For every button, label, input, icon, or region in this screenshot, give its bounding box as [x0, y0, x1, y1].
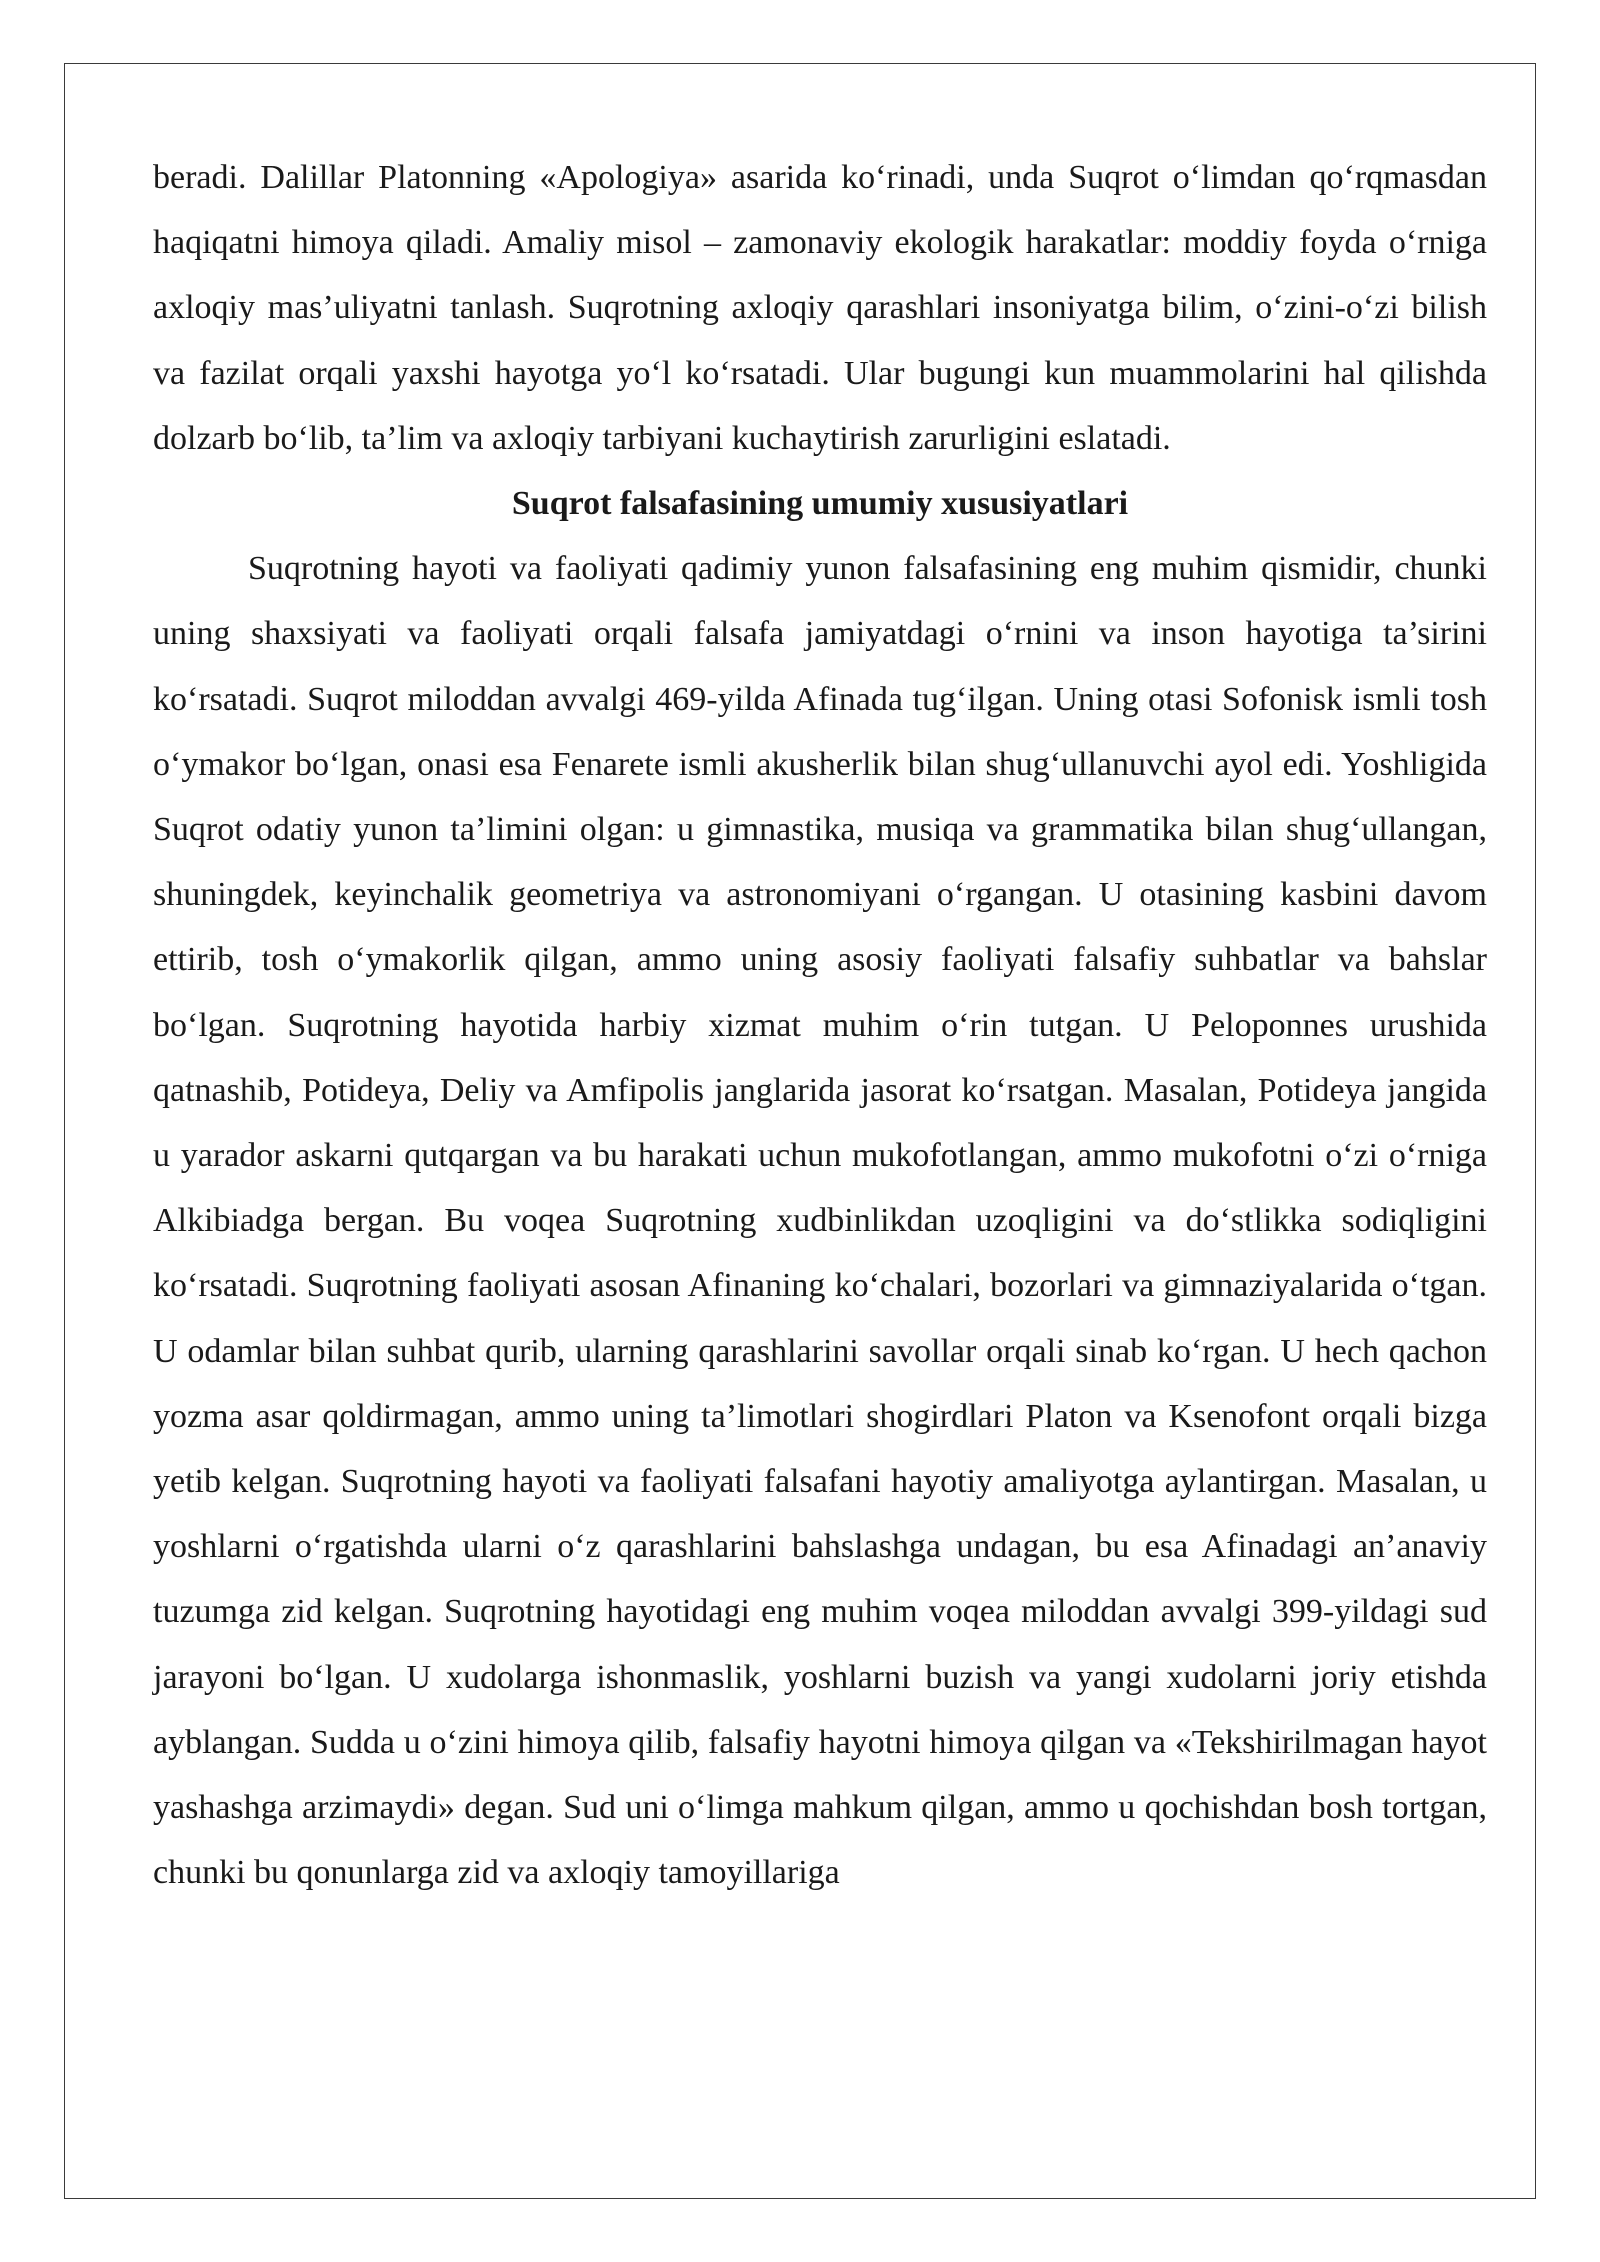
section-heading: Suqrot falsafasining umumiy xususiyatlari — [511, 485, 1129, 523]
intro-paragraph: beradi. Dalillar Platonning «Apologiya» asarida ko‘rinadi, unda Suqrot o‘limdan qo‘rqmasdan haqiqatni himoya qiladi. Amaliy misol – zamonaviy ekologik harakatlar: moddiy foyda o‘rniga axloqiy mas’uliyatni tanlash. Suqrotning axloqiy qarashlari insoniyatga bilim, o‘zini-o‘zi bilish va fazilat orqali yaxshi hayotga yo‘l ko‘rsatadi. Ular bugungi kun muammolarini hal qilishda dolzarb bo‘lib, ta’lim va axloqiy tarbiyani kuchaytirish zarurligini eslatadi. — [153, 159, 1487, 457]
document-body — [153, 145, 1487, 1905]
body-paragraph: Suqrotning hayoti va faoliyati qadimiy yunon falsafasining eng muhim qismidir, chunki uning shaxsiyati va faoliyati orqali falsafa jamiyatdagi o‘rnini va inson hayotiga ta’sirini ko‘rsatadi. Suqrot miloddan avvalgi 469-yilda Afinada tug‘ilgan. Uning otasi Sofonisk ismli tosh o‘ymakor bo‘lgan, onasi esa Fenarete ismli akusherlik bilan shug‘ullanuvchi ayol edi. Yoshligida Suqrot odatiy yunon ta’limini olgan: u gimnastika, musiqa va grammatika bilan shug‘ullangan, shuningdek, keyinchalik geometriya va astronomiyani o‘rgangan. U otasining kasbini davom ettirib, tosh o‘ymakorlik qilgan, ammo uning asosiy faoliyati falsafiy suhbatlar va bahslar bo‘lgan. Suqrotning hayotida harbiy xizmat muhim o‘rin tutgan. U Peloponnes urushida qatnashib, Potideya, Deliy va Amfipolis janglarida jasorat ko‘rsatgan. Masalan, Potideya jangida u yarador askarni qutqargan va bu harakati uchun mukofotlangan, ammo mukofotni o‘zi o‘rniga Alkibiadga bergan. Bu voqea Suqrotning xudbinlikdan uzoqligini va do‘stlikka sodiqligini ko‘rsatadi. Suqrotning faoliyati asosan Afinaning ko‘chalari, bozorlari va gimnaziyalarida o‘tgan. U odamlar bilan suhbat qurib, ularning qarashlarini savollar orqali sinab ko‘rgan. U hech qachon yozma asar qoldirmagan, ammo uning ta’limotlari shogirdlari Platon va Ksenofont orqali bizga yetib kelgan. Suqrotning hayoti va faoliyati falsafani hayotiy amaliyotga aylantirgan. Masalan, u yoshlarni o‘rgatishda ularni o‘z qarashlarini bahslashga undagan, bu esa Afinadagi an’anaviy tuzumga zid kelgan. Suqrotning hayotidagi eng muhim voqea miloddan avvalgi 399-yildagi sud jarayoni bo‘lgan. U xudolarga ishonmaslik, yoshlarni buzish va yangi xudolarni joriy etishda ayblangan. Sudda u o‘zini himoya qilib, falsafiy hayotni himoya qilgan va «Tekshirilmagan hayot yashashga arzimaydi» degan. Sud uni o‘limga mahkum qilgan, ammo u qochishdan bosh tortgan, chunki bu qonunlarga zid va axloqiy tamoyillariga — [153, 550, 1487, 1892]
